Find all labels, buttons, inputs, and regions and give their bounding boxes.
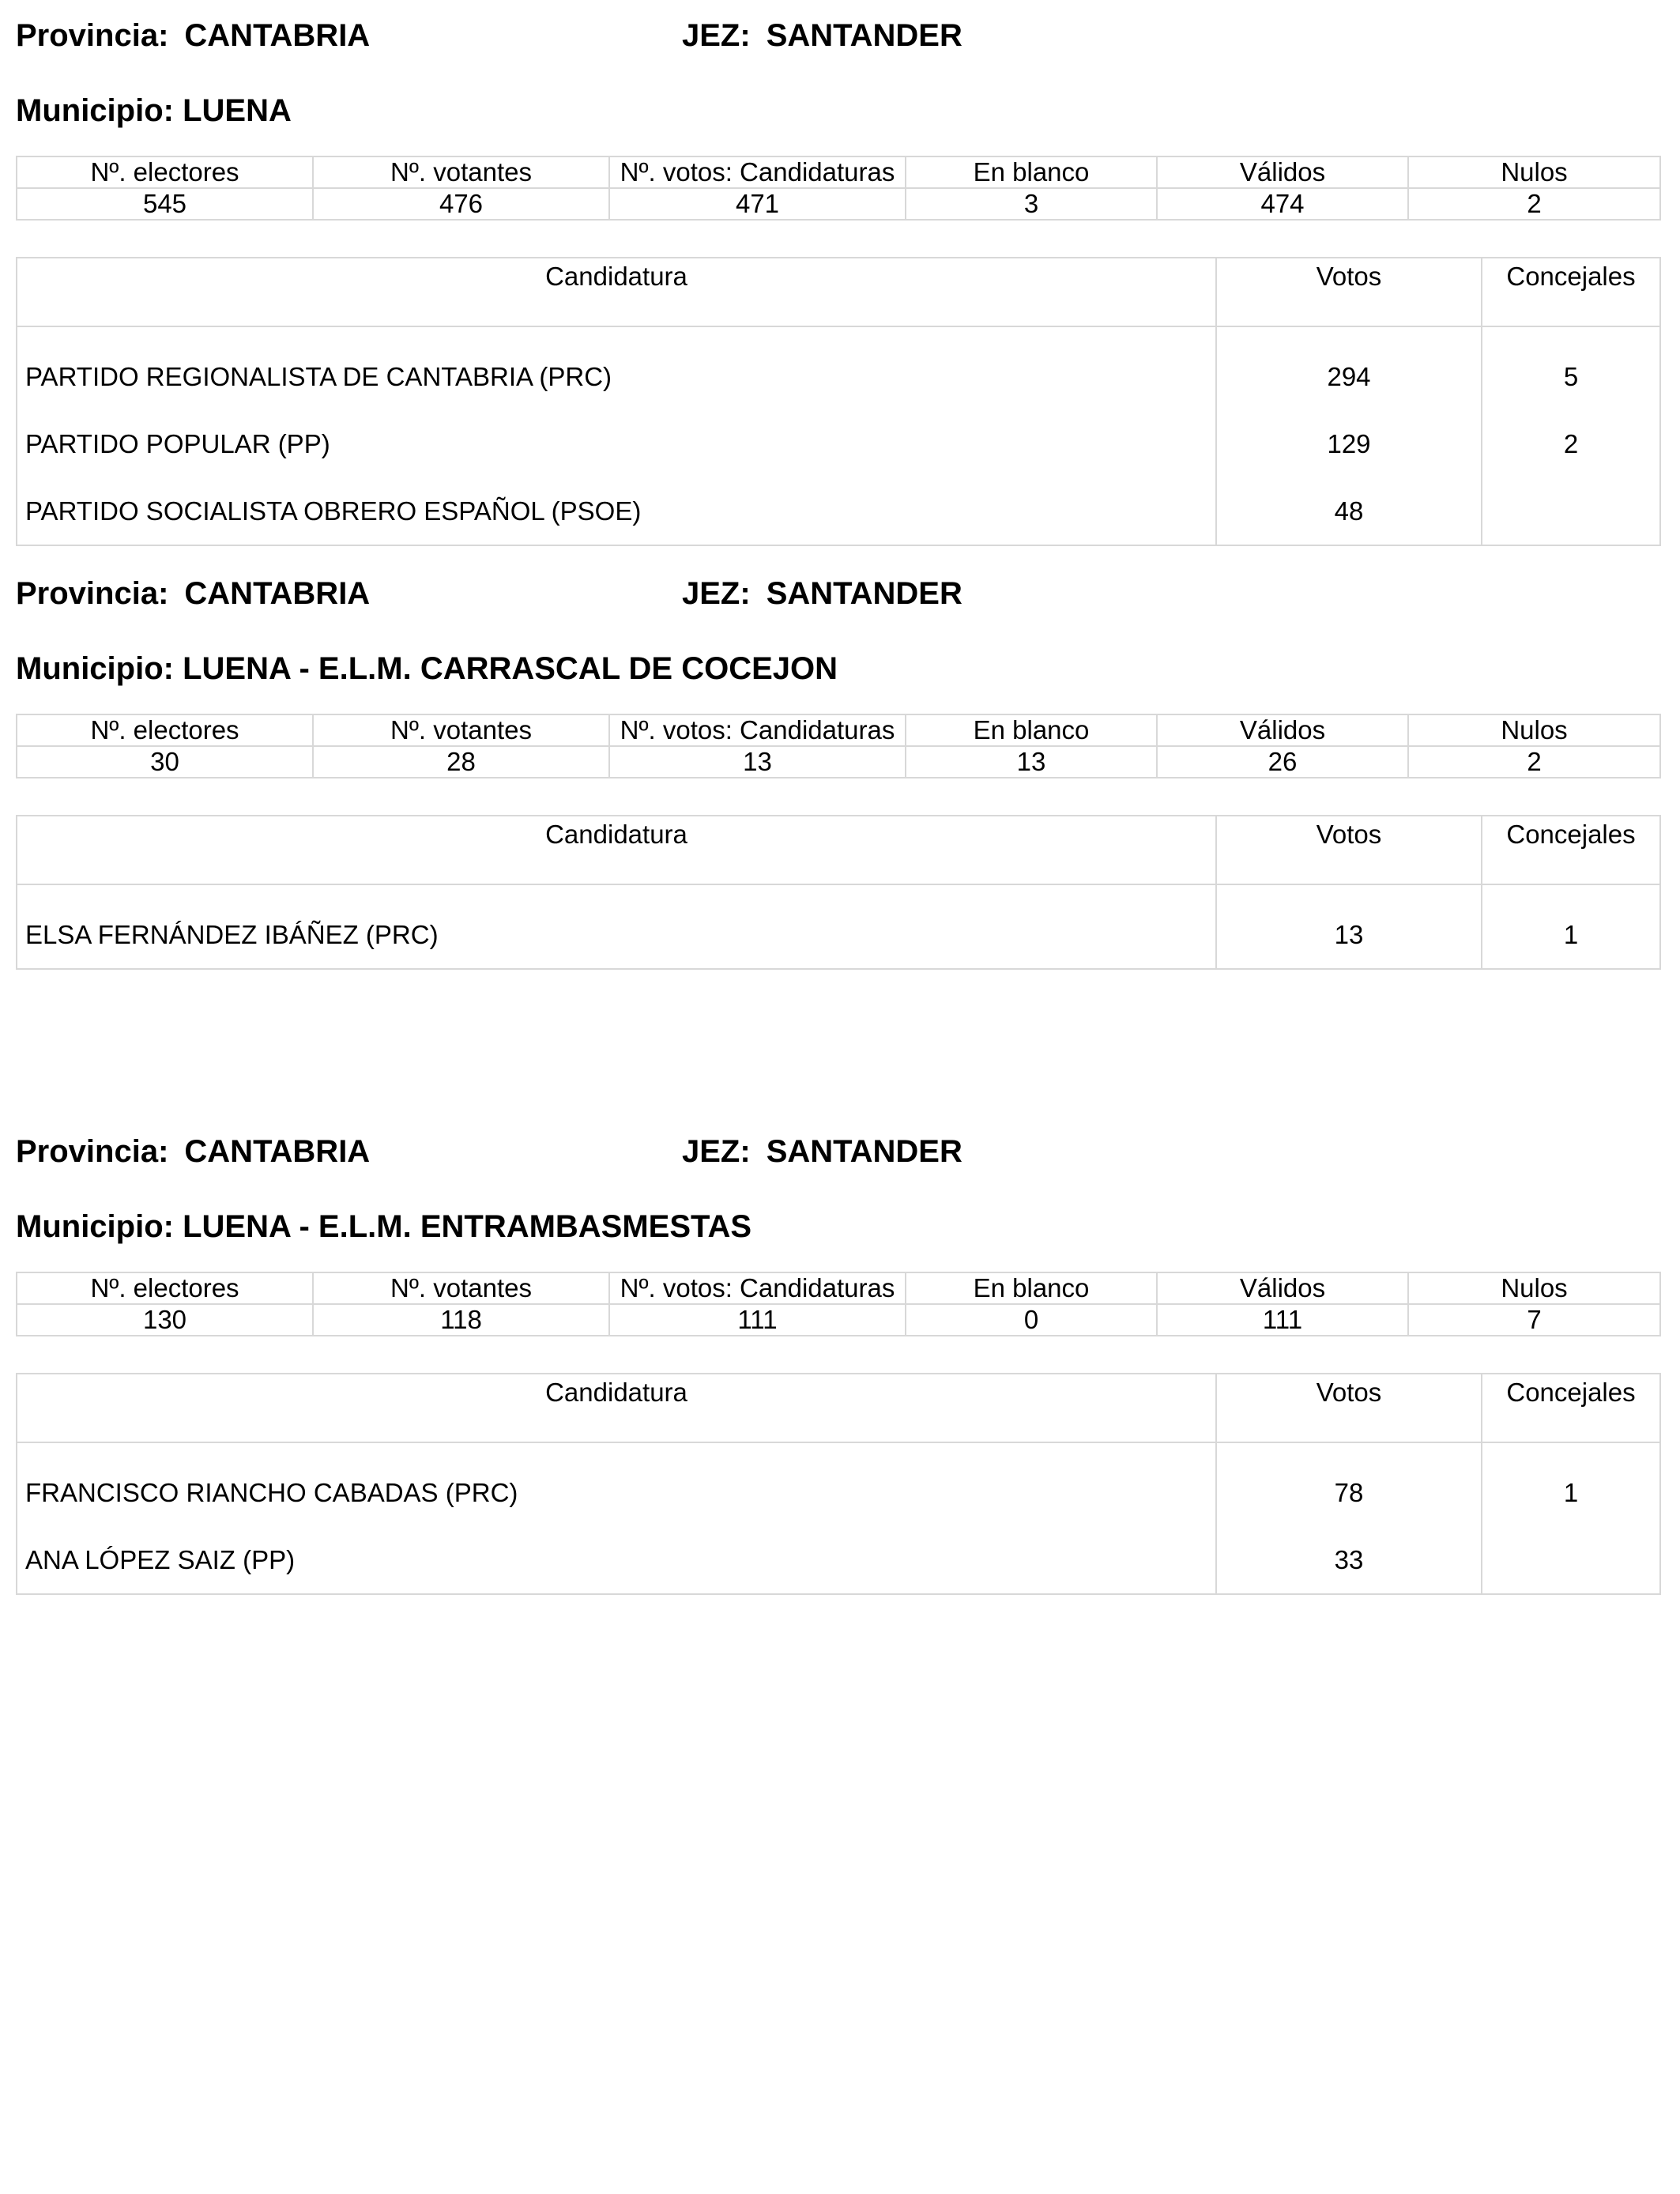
cand-header-row (17, 258, 1660, 326)
cand-concejales: 1 (1482, 1442, 1660, 1526)
candidaturas-table (16, 1373, 1661, 1595)
jez-value: SANTANDER (766, 576, 962, 611)
stats-header-cell: Válidos (1157, 714, 1408, 746)
provincia-value: CANTABRIA (184, 576, 371, 611)
stats-header-cell: En blanco (906, 714, 1157, 746)
municipio-heading (16, 1203, 751, 1250)
stats-header-cell: Nº. votos: Candidaturas (609, 714, 906, 746)
stats-header-cell: Nulos (1408, 714, 1660, 746)
cand-header-candidatura: Candidatura (17, 1374, 1216, 1442)
cand-name: ANA LÓPEZ SAIZ (PP) (17, 1526, 1216, 1594)
results-section-entrambasmestas (16, 1128, 1659, 1574)
cand-header-votos: Votos (1216, 1374, 1482, 1442)
stats-header-cell: Nº. votos: Candidaturas (609, 1272, 906, 1304)
provincia-heading (16, 570, 370, 617)
stats-value-cell: 30 (17, 746, 313, 778)
stats-header-cell: En blanco (906, 156, 1157, 188)
stats-header-cell: Válidos (1157, 156, 1408, 188)
stats-value-cell: 111 (1157, 1304, 1408, 1336)
provincia-heading (16, 12, 370, 59)
stats-header-row (17, 1272, 1660, 1304)
stats-table (16, 156, 1661, 221)
cand-name: PARTIDO REGIONALISTA DE CANTABRIA (PRC) (17, 326, 1216, 410)
stats-value-cell: 13 (906, 746, 1157, 778)
cand-header-votos: Votos (1216, 816, 1482, 884)
table-row (17, 1442, 1660, 1526)
cand-header-row (17, 816, 1660, 884)
cand-header-concejales: Concejales (1482, 816, 1660, 884)
stats-value-cell: 476 (313, 188, 609, 220)
stats-value-cell: 471 (609, 188, 906, 220)
jez-heading (682, 570, 962, 617)
stats-value-cell: 26 (1157, 746, 1408, 778)
cand-concejales (1482, 477, 1660, 545)
cand-name: PARTIDO POPULAR (PP) (17, 410, 1216, 477)
table-row (17, 410, 1660, 477)
cand-votos: 33 (1216, 1526, 1482, 1594)
cand-votos: 13 (1216, 884, 1482, 969)
jez-value: SANTANDER (766, 1134, 962, 1169)
municipio-heading (16, 87, 292, 134)
jez-label: JEZ: (682, 1134, 751, 1169)
cand-votos: 129 (1216, 410, 1482, 477)
provincia-label: Provincia: (16, 576, 169, 611)
table-row (17, 884, 1660, 969)
cand-concejales (1482, 1526, 1660, 1594)
provincia-label: Provincia: (16, 18, 169, 53)
municipio-value: LUENA - E.L.M. CARRASCAL DE COCEJON (183, 651, 838, 686)
section-header (16, 12, 1659, 59)
stats-value-cell: 3 (906, 188, 1157, 220)
provincia-heading (16, 1128, 370, 1175)
jez-value: SANTANDER (766, 18, 962, 53)
stats-value-cell: 2 (1408, 746, 1660, 778)
stats-header-cell: Nº. votantes (313, 156, 609, 188)
cand-header-candidatura: Candidatura (17, 258, 1216, 326)
section-header (16, 1128, 1659, 1175)
stats-header-row (17, 714, 1660, 746)
results-section-luena (16, 12, 1659, 526)
municipio-heading (16, 645, 838, 692)
stats-header-cell: Nº. electores (17, 1272, 313, 1304)
stats-value-cell: 545 (17, 188, 313, 220)
provincia-label: Provincia: (16, 1134, 169, 1169)
table-row (17, 477, 1660, 545)
cand-header-concejales: Concejales (1482, 258, 1660, 326)
municipio-label: Municipio: (16, 93, 174, 128)
municipio-label: Municipio: (16, 651, 174, 686)
jez-label: JEZ: (682, 18, 751, 53)
stats-value-cell: 0 (906, 1304, 1157, 1336)
stats-value-cell: 130 (17, 1304, 313, 1336)
stats-header-cell: Nº. votantes (313, 714, 609, 746)
cand-votos: 48 (1216, 477, 1482, 545)
stats-header-cell: Nº. electores (17, 714, 313, 746)
cand-header-row (17, 1374, 1660, 1442)
stats-value-row (17, 188, 1660, 220)
provincia-value: CANTABRIA (184, 18, 371, 53)
stats-table (16, 714, 1661, 778)
jez-label: JEZ: (682, 576, 751, 611)
stats-value-cell: 13 (609, 746, 906, 778)
stats-value-cell: 474 (1157, 188, 1408, 220)
table-row (17, 326, 1660, 410)
candidaturas-table (16, 257, 1661, 546)
stats-table (16, 1272, 1661, 1336)
section-header (16, 570, 1659, 617)
stats-header-row (17, 156, 1660, 188)
stats-value-cell: 28 (313, 746, 609, 778)
cand-concejales: 5 (1482, 326, 1660, 410)
stats-value-cell: 2 (1408, 188, 1660, 220)
stats-header-cell: Válidos (1157, 1272, 1408, 1304)
stats-value-cell: 7 (1408, 1304, 1660, 1336)
stats-header-cell: Nulos (1408, 1272, 1660, 1304)
cand-header-candidatura: Candidatura (17, 816, 1216, 884)
provincia-value: CANTABRIA (184, 1134, 371, 1169)
municipio-value: LUENA - E.L.M. ENTRAMBASMESTAS (183, 1209, 752, 1244)
cand-concejales: 1 (1482, 884, 1660, 969)
cand-header-votos: Votos (1216, 258, 1482, 326)
jez-heading (682, 12, 962, 59)
stats-value-row (17, 746, 1660, 778)
cand-votos: 294 (1216, 326, 1482, 410)
cand-header-concejales: Concejales (1482, 1374, 1660, 1442)
municipio-value: LUENA (183, 93, 292, 128)
stats-header-cell: Nulos (1408, 156, 1660, 188)
cand-name: FRANCISCO RIANCHO CABADAS (PRC) (17, 1442, 1216, 1526)
jez-heading (682, 1128, 962, 1175)
stats-header-cell: Nº. votantes (313, 1272, 609, 1304)
stats-header-cell: En blanco (906, 1272, 1157, 1304)
stats-value-cell: 118 (313, 1304, 609, 1336)
results-section-carrascal (16, 570, 1659, 949)
cand-name: PARTIDO SOCIALISTA OBRERO ESPAÑOL (PSOE) (17, 477, 1216, 545)
stats-header-cell: Nº. electores (17, 156, 313, 188)
cand-votos: 78 (1216, 1442, 1482, 1526)
stats-header-cell: Nº. votos: Candidaturas (609, 156, 906, 188)
stats-value-cell: 111 (609, 1304, 906, 1336)
stats-value-row (17, 1304, 1660, 1336)
table-row (17, 1526, 1660, 1594)
cand-concejales: 2 (1482, 410, 1660, 477)
municipio-label: Municipio: (16, 1209, 174, 1244)
cand-name: ELSA FERNÁNDEZ IBÁÑEZ (PRC) (17, 884, 1216, 969)
candidaturas-table (16, 815, 1661, 970)
